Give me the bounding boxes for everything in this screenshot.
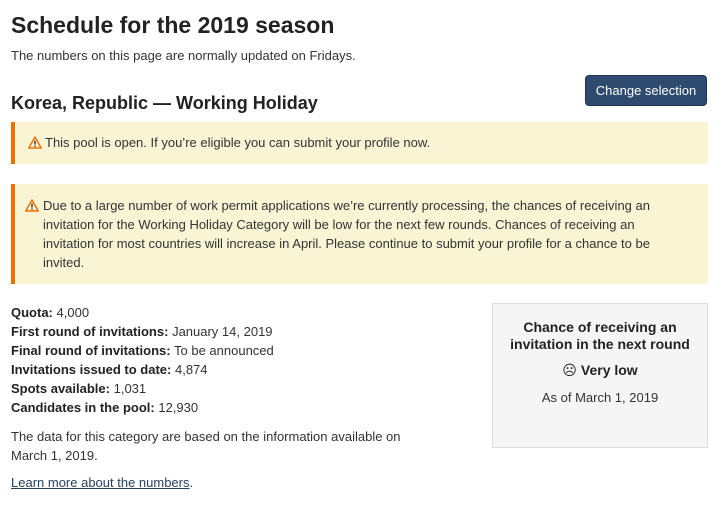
fact-label: First round of invitations: — [11, 324, 169, 339]
low-chance-warning-alert — [11, 184, 708, 284]
data-source-note: The data for this category are based on the information available on March 1, 2019. — [11, 429, 401, 463]
fact-final-round — [11, 341, 471, 360]
learn-more-paragraph — [11, 475, 193, 490]
page-subtitle: The numbers on this page are normally updated on Fridays. — [11, 48, 356, 63]
fact-first-round — [11, 322, 471, 341]
fact-invitations-issued — [11, 360, 471, 379]
learn-more-suffix: . — [189, 475, 194, 490]
warning-triangle-icon — [28, 135, 42, 154]
fact-value: 12,930 — [158, 400, 199, 415]
fact-spots-available — [11, 379, 471, 398]
pool-open-text: This pool is open. If you’re eligible you can submit your profile now. — [45, 135, 431, 150]
change-selection-button[interactable]: Change selection — [585, 75, 707, 106]
low-chance-warning-text: Due to a large number of work permit applications we’re currently processing, the chances of receiving an invitation for the Working Holiday Category will be low for the next few rounds. Chances of receiving an invitation for most countries will increase in April. Please continue to submit your profile for a chance to be invited. — [43, 198, 650, 270]
learn-more-link[interactable]: Learn more about the numbers — [11, 475, 190, 490]
fact-value: 4,000 — [56, 305, 90, 320]
fact-label: Final round of invitations: — [11, 343, 171, 358]
fact-value: 1,031 — [113, 381, 147, 396]
chance-title: Chance of receiving an invitation in the next round — [510, 319, 690, 352]
invitation-chance-panel — [492, 303, 708, 448]
season-facts-list — [11, 303, 471, 417]
chance-as-of-date: As of March 1, 2019 — [541, 390, 659, 405]
fact-candidates-in-pool — [11, 398, 471, 417]
pool-open-alert — [11, 122, 708, 164]
fact-value: To be announced — [174, 343, 274, 358]
fact-label: Spots available: — [11, 381, 110, 396]
selection-heading: Korea, Republic — Working Holiday — [11, 93, 318, 113]
fact-quota — [11, 303, 471, 322]
fact-label: Quota: — [11, 305, 53, 320]
chance-level-text: Very low — [580, 362, 638, 378]
fact-value: January 14, 2019 — [172, 324, 273, 339]
chance-level — [493, 362, 707, 379]
page-title: Schedule for the 2019 season — [11, 12, 335, 38]
warning-triangle-icon — [25, 198, 39, 217]
fact-label: Candidates in the pool: — [11, 400, 155, 415]
sad-face-icon: ☹ — [562, 362, 577, 378]
fact-label: Invitations issued to date: — [11, 362, 172, 377]
fact-value: 4,874 — [174, 362, 208, 377]
